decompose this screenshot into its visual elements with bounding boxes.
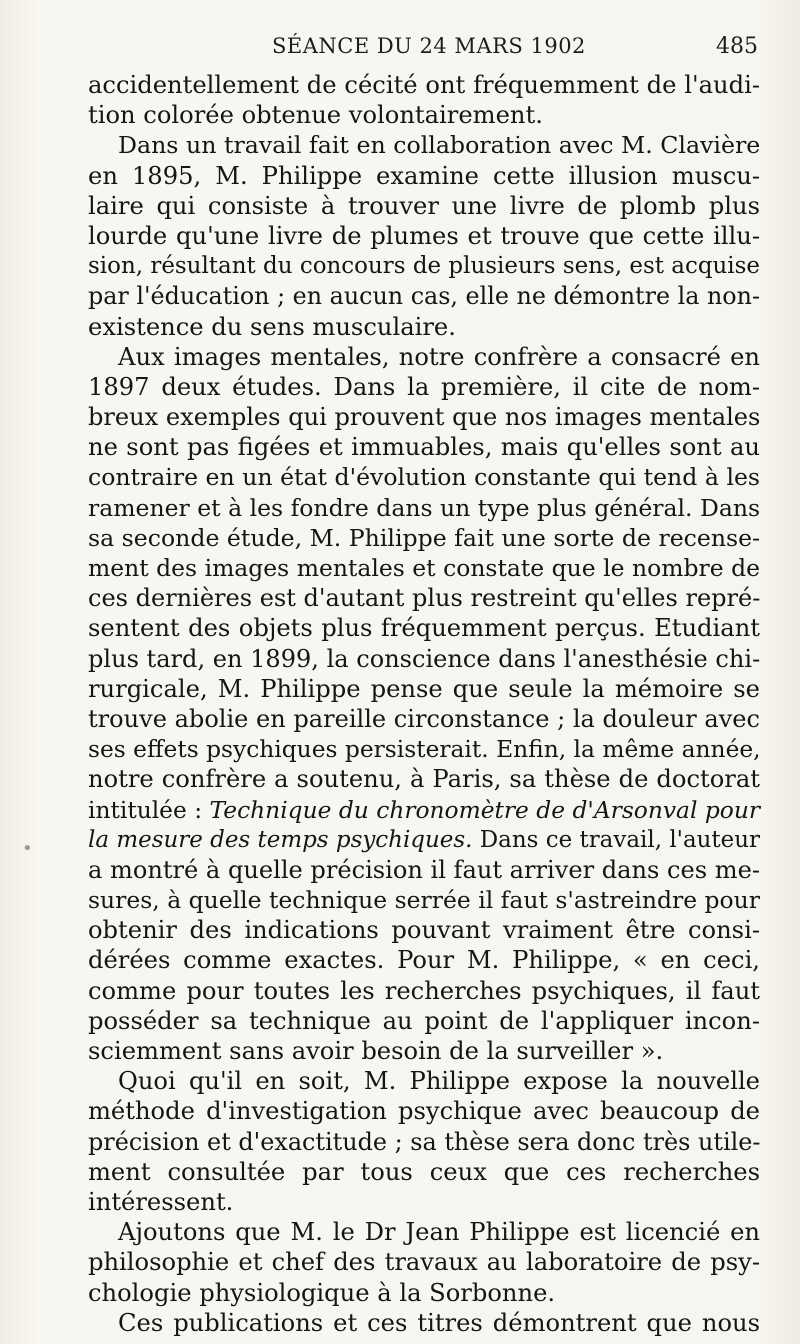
text-line — [88, 825, 760, 855]
text-line: tion colorée obtenue volontairement. — [88, 101, 543, 130]
text-line: sa seconde étude, M. Philippe fait une sorte de recense- — [88, 523, 761, 552]
text-line: lourde qu'une livre de plumes et trouve que cette illu- — [88, 221, 760, 250]
text-line: laire qui consiste à trouver une livre de plomb plus — [88, 191, 760, 220]
text-line: ment des images mentales et constate que le nombre de — [88, 554, 760, 582]
text-line-prefix: intitulée : — [88, 795, 210, 824]
text-line: Dans un travail fait en collaboration avec M. Clavière — [118, 131, 761, 160]
text-line: notre confrère a soutenu, à Paris, sa thèse de doctorat — [88, 765, 760, 794]
text-line: ses effets psychiques persisterait. Enfin, la même année, — [88, 735, 761, 764]
text-line: comme pour toutes les recherches psychiques, il faut — [88, 976, 760, 1005]
text-line: plus tard, en 1899, la conscience dans l'anesthésie chi- — [88, 644, 761, 673]
italic-title: Technique du chronomètre de d'Arsonval pour — [209, 795, 760, 824]
text-line: 1897 deux études. Dans la première, il cite de nom- — [88, 372, 760, 401]
text-line: intéressent. — [88, 1187, 234, 1216]
text-line: philosophie et chef des travaux au laboratoire de psy- — [88, 1248, 760, 1277]
body-text — [88, 70, 760, 1338]
text-line: ne sont pas figées et immuables, mais qu'elles sont au — [88, 433, 760, 462]
text-line: ment consultée par tous ceux que ces recherches — [88, 1157, 760, 1186]
text-line: sentent des objets plus fréquemment perçus. Etudiant — [88, 614, 760, 643]
text-line: contraire en un état d'évolution constante qui tend à les — [88, 463, 760, 492]
text-line: Ces publications et ces titres démontrent que nous — [118, 1308, 760, 1337]
text-line: a montré à quelle précision il faut arriver dans ces me- — [88, 855, 760, 884]
text-line: sciemment sans avoir besoin de la surveiller ». — [88, 1037, 664, 1065]
text-line: Quoi qu'il en soit, M. Philippe expose la nouvelle — [118, 1067, 760, 1096]
text-line: accidentellement de cécité ont fréquemment de l'audi- — [88, 71, 760, 99]
text-line-suffix: Dans ce travail, l'auteur — [472, 826, 760, 853]
text-line: en 1895, M. Philippe examine cette illusion muscu- — [88, 161, 760, 190]
text-line: sion, résultant du concours de plusieurs sens, est acquise — [88, 253, 760, 280]
text-line: trouve abolie en pareille circonstance ; la douleur avec — [88, 704, 761, 733]
text-line: obtenir des indications pouvant vraiment être consi- — [88, 916, 760, 945]
page-number: 485 — [716, 34, 758, 59]
text-line: rurgicale, M. Philippe pense que seule la mémoire se — [88, 674, 760, 703]
text-line: dérées comme exactes. Pour M. Philippe, « en ceci, — [88, 946, 760, 975]
margin-dot: • — [22, 838, 33, 859]
text-line: méthode d'investigation psychique avec beaucoup de — [88, 1097, 760, 1126]
text-line: par l'éducation ; en aucun cas, elle ne démontre la non- — [88, 282, 760, 311]
text-line: posséder sa technique au point de l'appliquer incon- — [88, 1006, 760, 1035]
page-header — [0, 30, 800, 70]
text-line: breux exemples qui prouvent que nos images mentales — [88, 403, 761, 432]
text-line: ces dernières est d'autant plus restreint qu'elles repré- — [88, 584, 761, 613]
text-line: Aux images mentales, notre confrère a consacré en — [118, 342, 760, 371]
text-line: Ajoutons que M. le Dr Jean Philippe est licencié en — [118, 1218, 760, 1247]
text-line — [88, 795, 760, 825]
italic-title: la mesure des temps psychiques. — [88, 826, 473, 853]
running-head: SÉANCE DU 24 MARS 1902 — [272, 34, 586, 58]
text-line: existence du sens musculaire. — [88, 312, 456, 341]
text-line: ramener et à les fondre dans un type plus général. Dans — [88, 493, 761, 522]
text-line: sures, à quelle technique serrée il faut s'astreindre pour — [88, 886, 760, 915]
text-line: précision et d'exactitude ; sa thèse sera donc très utile- — [88, 1127, 761, 1156]
text-line: chologie physiologique à la Sorbonne. — [88, 1278, 556, 1307]
